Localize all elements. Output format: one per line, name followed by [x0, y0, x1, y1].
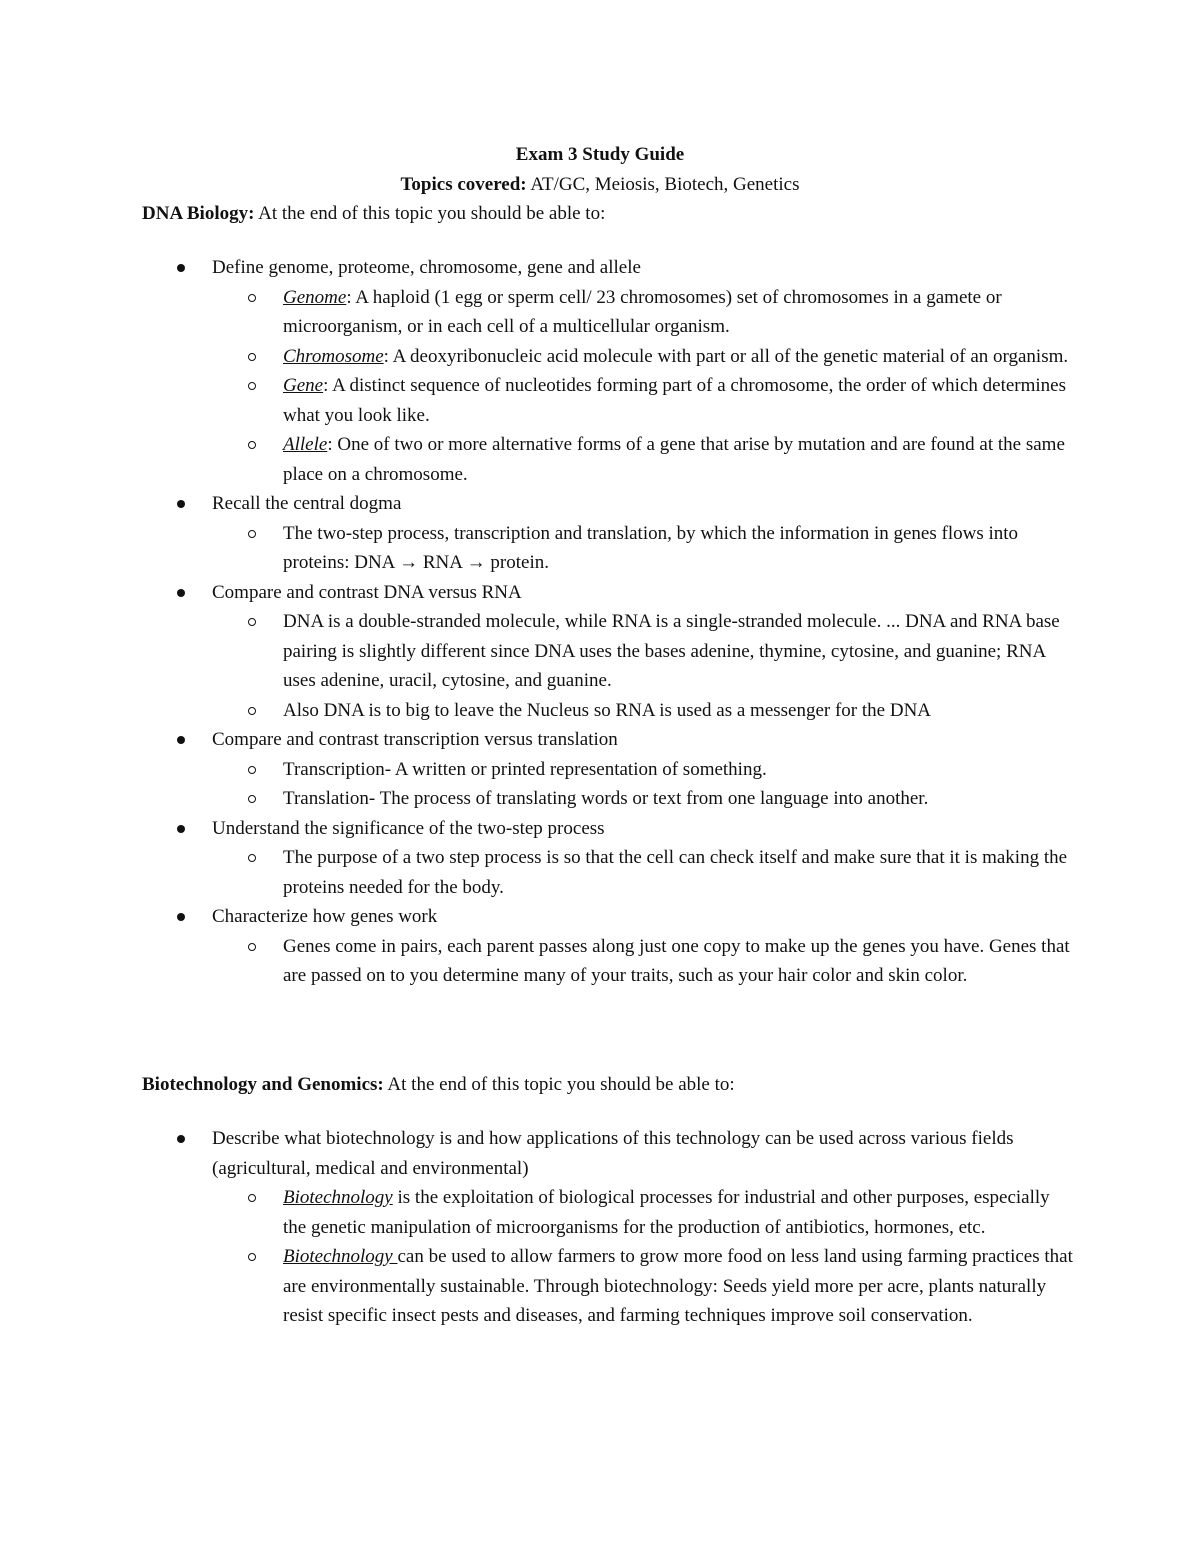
term-gene: Gene: [283, 375, 324, 396]
biotech-heading-intro: At the end of this topic you should be able to:: [383, 1074, 735, 1095]
sub-item-allele: [0, 430, 1073, 489]
term-genome: Genome: [283, 286, 347, 308]
biotech-heading-label: Biotechnology and Genomics:: [142, 1074, 384, 1095]
topics-label: Topics covered:: [400, 174, 527, 195]
sub-item-genome: [0, 283, 1073, 342]
dna-heading-intro: At the end of this topic you should be able to:: [254, 203, 606, 224]
definition-text: : A deoxyribonucleic acid molecule with part or all of the genetic material of an organism.: [383, 345, 1069, 367]
term-chromosome: Chromosome: [283, 345, 384, 367]
bullet-item-central-dogma: [0, 489, 1072, 578]
bullet-item-genes-work: [0, 902, 1072, 991]
sub-item-biotech-farming: [0, 1242, 1073, 1331]
circle-bullet-icon: [248, 530, 256, 538]
circle-bullet-icon: [248, 854, 256, 862]
definition-text: : A distinct sequence of nucleotides forming part of a chromosome, the order of which determines what you look like.: [283, 375, 1066, 426]
sub-item-text: The two-step process, transcription and translation, by which the information in genes flows into proteins: DNA → RNA → protein.: [283, 522, 1019, 573]
bullet-dot-icon: [177, 736, 185, 744]
dna-section-heading: [142, 199, 1102, 229]
sub-item-biotech-definition: [0, 1183, 1073, 1242]
bullet-dot-icon: [177, 913, 185, 921]
circle-bullet-icon: [248, 795, 256, 803]
sub-list: [212, 1183, 1072, 1331]
sub-item: [0, 696, 1073, 726]
sub-item-text: Translation- The process of translating words or text from one language into another.: [283, 788, 929, 809]
sub-list: [212, 843, 1072, 902]
bullet-dot-icon: [177, 825, 185, 833]
term-allele: Allele: [283, 434, 328, 455]
sub-item-text: The purpose of a two step process is so that the cell can check itself and make sure that it is making the proteins needed for the body.: [283, 847, 1068, 898]
sub-list: [212, 932, 1072, 991]
sub-item-chromosome: [0, 342, 1073, 372]
circle-bullet-icon: [248, 1194, 256, 1202]
sub-item-text: Also DNA is to big to leave the Nucleus so RNA is used as a messenger for the DNA: [283, 699, 932, 721]
circle-bullet-icon: [248, 382, 256, 390]
sub-item: [0, 784, 1073, 814]
definition-text: is the exploitation of biological processes for industrial and other purposes, especially the genetic manipulation of microorganisms for the production of antibiotics, hormones, etc.: [283, 1187, 1050, 1238]
topics-line: [0, 170, 1200, 200]
bullet-dot-icon: [177, 500, 185, 508]
biotech-section-heading: [142, 1070, 1102, 1100]
circle-bullet-icon: [248, 353, 256, 361]
sub-item-text: DNA is a double-stranded molecule, while RNA is a single-stranded molecule. ... DNA and RNA base pairing is slightly different since DNA uses the bases adenine, thymine, cytosine, and guanine; RNA uses adenine, uracil, cytosine, and guanine.: [283, 611, 1060, 691]
bullet-text: Understand the significance of the two-step process: [212, 817, 605, 839]
definition-text: can be used to allow farmers to grow more food on less land using farming practices that are environmentally sustainable. Through biotechnology: Seeds yield more per acre, plants naturally resist specific insect pests and diseases, and farming techniques improve soil conservation.: [283, 1246, 1073, 1326]
sub-list: [212, 519, 1072, 578]
bullet-text: Recall the central dogma: [212, 493, 402, 514]
term-biotechnology: Biotechnology: [283, 1187, 393, 1208]
dna-heading-label: DNA Biology:: [142, 203, 255, 224]
bullet-dot-icon: [177, 589, 185, 597]
bullet-text: Compare and contrast transcription versus translation: [212, 729, 618, 750]
bullet-item-two-step: [0, 814, 1072, 903]
bullet-item-define: [0, 253, 1072, 489]
bullet-dot-icon: [177, 264, 185, 272]
sub-list: [212, 607, 1072, 725]
term-biotechnology: Biotechnology: [283, 1246, 398, 1267]
bullet-item-dna-vs-rna: [0, 578, 1072, 726]
page-title: Exam 3 Study Guide: [515, 144, 685, 165]
sub-item-gene: [0, 371, 1073, 430]
biotech-bullet-list: [0, 1124, 1200, 1331]
circle-bullet-icon: [248, 294, 256, 302]
bullet-dot-icon: [177, 1135, 185, 1143]
sub-item: [0, 755, 1073, 785]
bullet-text: Compare and contrast DNA versus RNA: [212, 581, 522, 603]
sub-item: [0, 843, 1073, 902]
circle-bullet-icon: [248, 943, 256, 951]
definition-text: : One of two or more alternative forms of a gene that arise by mutation and are found at the same place on a chromosome.: [283, 434, 1065, 485]
definition-text: : A haploid (1 egg or sperm cell/ 23 chromosomes) set of chromosomes in a gamete or microorganism, or in each cell of a multicellular organism.: [283, 286, 1002, 337]
sub-item: [0, 607, 1073, 696]
sub-item: [0, 932, 1073, 991]
circle-bullet-icon: [248, 707, 256, 715]
circle-bullet-icon: [248, 766, 256, 774]
circle-bullet-icon: [248, 441, 256, 449]
bullet-item-transcription-translation: [0, 725, 1072, 814]
sub-item: [0, 519, 1073, 578]
bullet-item-describe-biotech: [0, 1124, 1072, 1331]
sub-list: [212, 283, 1072, 490]
dna-bullet-list: [0, 253, 1200, 991]
circle-bullet-icon: [248, 618, 256, 626]
circle-bullet-icon: [248, 1253, 256, 1261]
topics-text: AT/GC, Meiosis, Biotech, Genetics: [526, 174, 800, 195]
sub-item-text: Genes come in pairs, each parent passes along just one copy to make up the genes you have. Genes that are passed on to you determine many of your traits, such as your hair color and skin color.: [283, 935, 1070, 986]
bullet-text: Describe what biotechnology is and how applications of this technology can be used across various fields (agricultural, medical and environmental): [212, 1128, 1014, 1179]
bullet-text: Define genome, proteome, chromosome, gene and allele: [212, 257, 641, 278]
bullet-text: Characterize how genes work: [212, 906, 438, 927]
sub-item-text: Transcription- A written or printed representation of something.: [283, 758, 767, 780]
sub-list: [212, 755, 1072, 814]
